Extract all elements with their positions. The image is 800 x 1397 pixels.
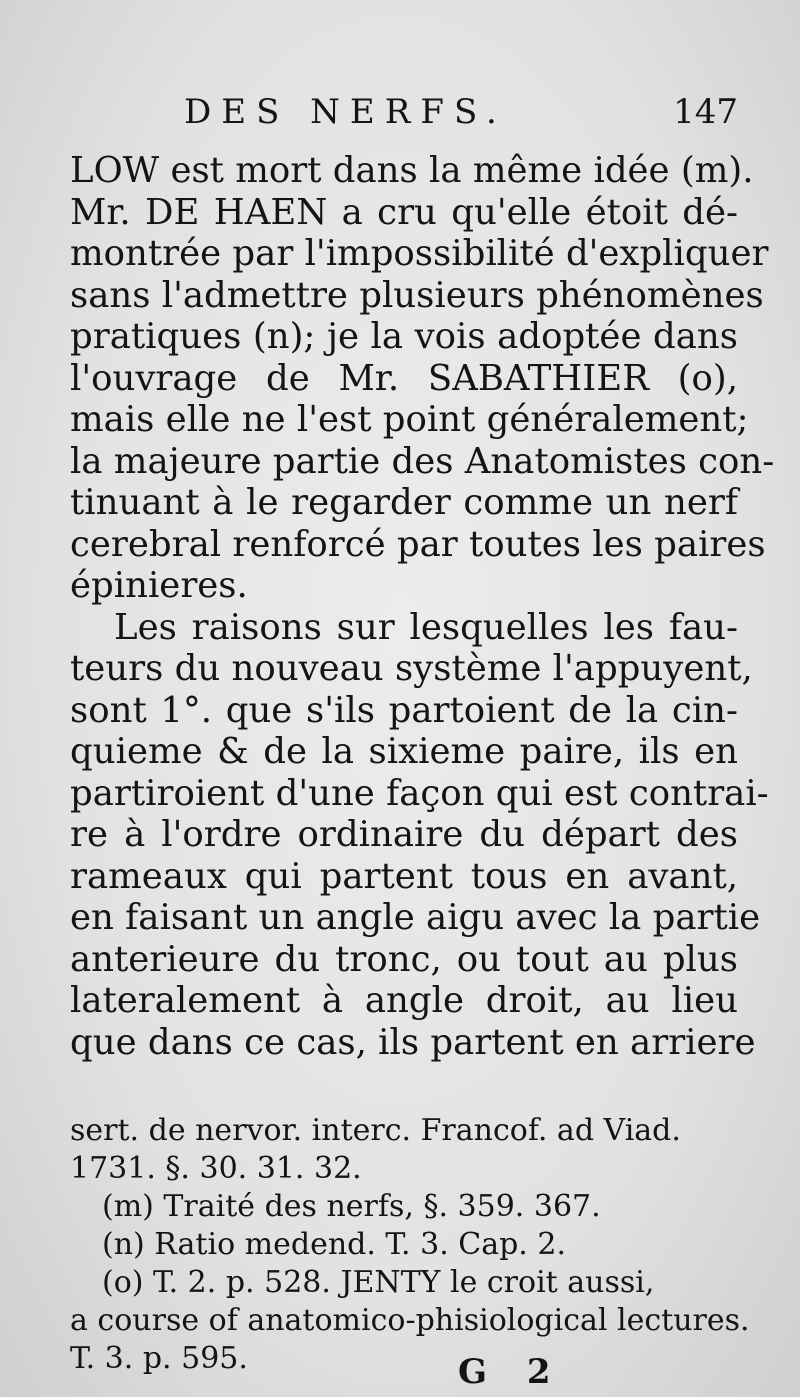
text-line: pratiques (n); je la vois adoptée dans: [70, 316, 738, 357]
text-line: montrée par l'impossibilité d'expliquer: [70, 233, 769, 274]
running-head: DES NERFS.: [184, 92, 507, 132]
text-line: sans l'admettre plusieurs phénomènes: [70, 274, 764, 316]
text-line: en faisant un angle aigu avec la partie: [70, 897, 761, 938]
page-number: 147: [673, 92, 738, 132]
text-line: LOW est mort dans la même idée (m).: [70, 150, 754, 191]
text-line: teurs du nouveau système l'appuyent,: [70, 648, 753, 689]
footnote-line: (n) Ratio medend. T. 3. Cap. 2.: [102, 1227, 567, 1262]
text-line: que dans ce cas, ils partent en arriere: [70, 1021, 756, 1063]
text-line: Mr. DE HAEN a cru qu'elle étoit dé-: [70, 191, 738, 233]
text-line: anterieure du tronc, ou tout au plus: [70, 938, 738, 980]
text-line: partiroient d'une façon qui est contrai-: [70, 772, 769, 814]
text-line: re à l'ordre ordinaire du départ des: [70, 814, 738, 855]
footnote-line: a course of anatomico-phisiological lectures.: [70, 1303, 750, 1338]
text-line: rameaux qui partent tous en avant,: [70, 855, 738, 897]
text-line: Les raisons sur lesquelles les fau-: [114, 606, 738, 648]
text-line: quieme & de la sixieme paire, ils en: [70, 731, 738, 772]
text-line: la majeure partie des Anatomistes con-: [70, 440, 775, 482]
footnote-line: (o) T. 2. p. 528. JENTY le croit aussi,: [102, 1265, 655, 1300]
footnotes: [70, 1112, 750, 1378]
signature-mark: G 2: [458, 1352, 565, 1392]
text-line: mais elle ne l'est point généralement;: [70, 399, 749, 440]
body-text: [70, 150, 775, 1063]
text-line: cerebral renforcé par toutes les paires: [70, 523, 766, 565]
text-line: l'ouvrage de Mr. SABATHIER (o),: [70, 357, 738, 399]
footnote-line: T. 3. p. 595.: [70, 1341, 248, 1376]
text-line: lateralement à angle droit, au lieu: [70, 980, 738, 1021]
footnote-line: 1731. §. 30. 31. 32.: [70, 1151, 362, 1186]
footnote-line: sert. de nervor. interc. Francof. ad Viad.: [70, 1113, 681, 1148]
text-line: tinuant à le regarder comme un nerf: [70, 482, 738, 523]
text-line: épinieres.: [70, 565, 248, 606]
footnote-line: (m) Traité des nerfs, §. 359. 367.: [102, 1189, 601, 1224]
text-line: sont 1°. que s'ils partoient de la cin-: [70, 689, 738, 731]
page-header: [184, 92, 744, 142]
